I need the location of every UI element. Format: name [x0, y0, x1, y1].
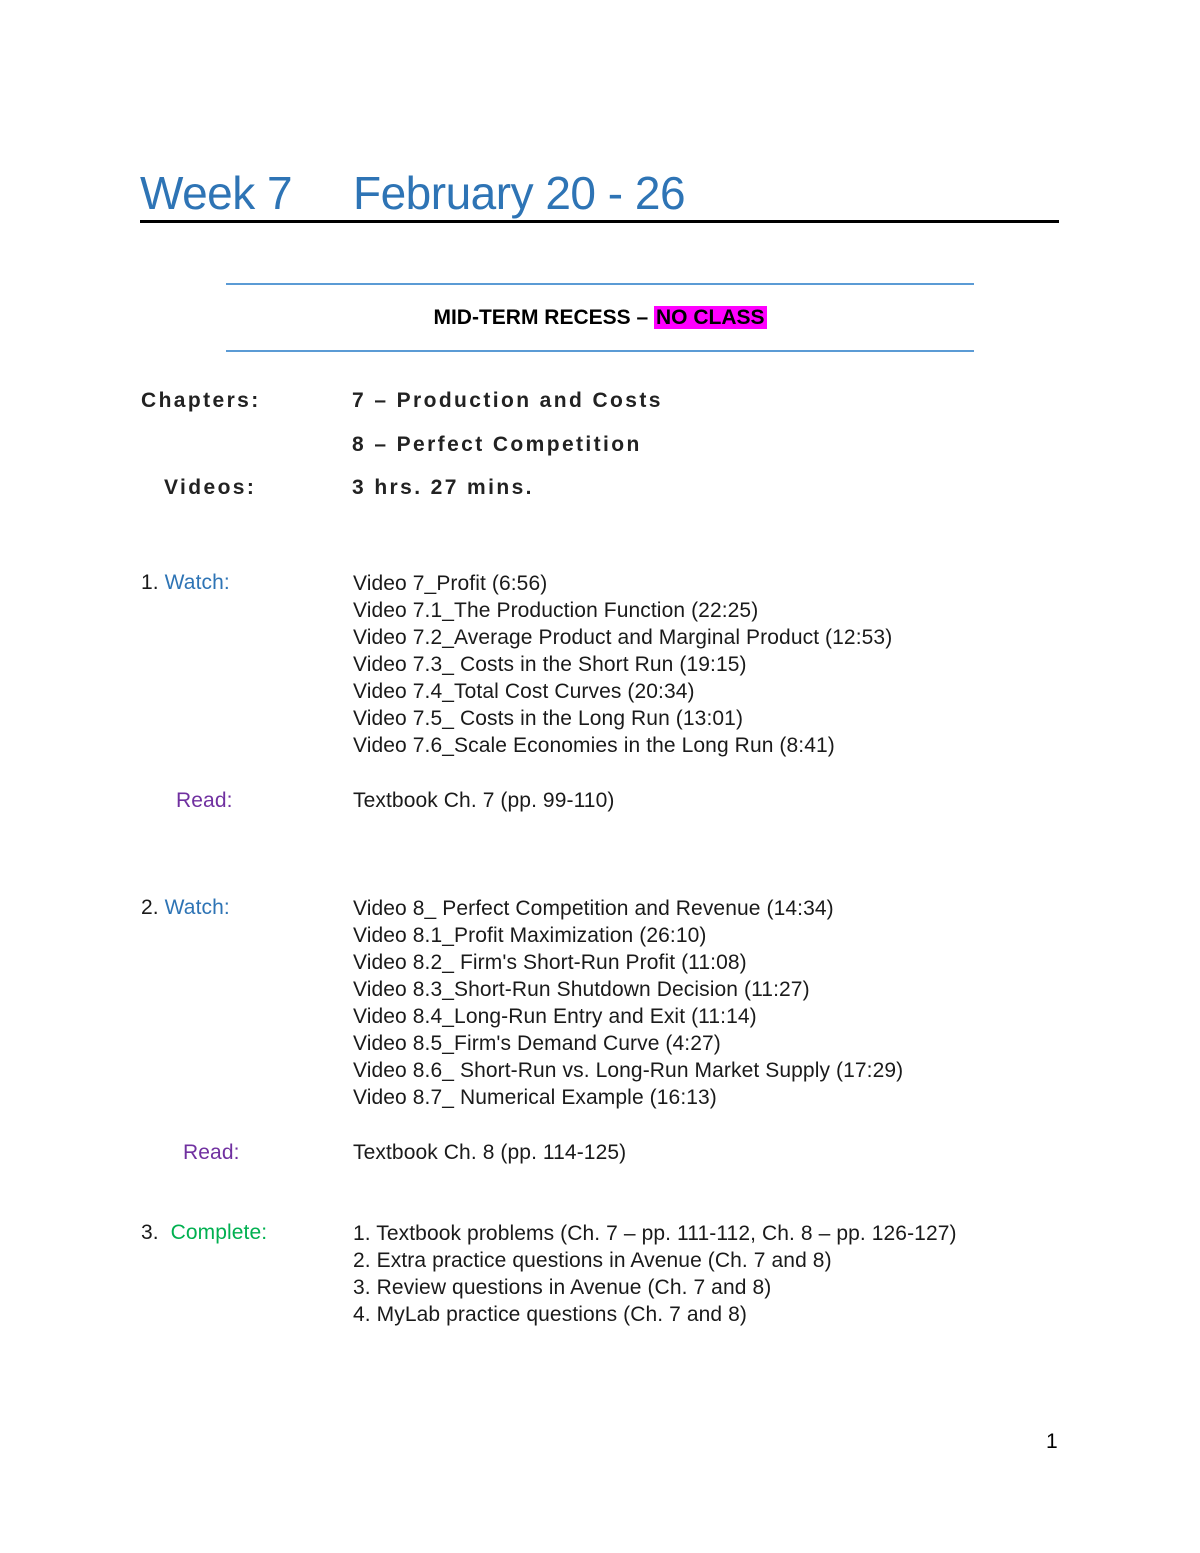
videos-total: 3 hrs. 27 mins.: [352, 476, 534, 499]
video-item: Video 8.6_ Short-Run vs. Long-Run Market Supply (17:29): [353, 1059, 904, 1082]
video-item: Video 8.4_Long-Run Entry and Exit (11:14): [353, 1005, 757, 1028]
read-text: Textbook Ch. 8 (pp. 114-125): [353, 1141, 627, 1164]
recess-bottom-rule: [226, 350, 974, 352]
video-item: Video 7.6_Scale Economies in the Long Run (8:41): [353, 734, 835, 757]
video-item: Video 7.5_ Costs in the Long Run (13:01): [353, 707, 744, 730]
read-label: Read:: [176, 789, 233, 812]
task-item: 3. Review questions in Avenue (Ch. 7 and 8): [353, 1276, 772, 1299]
no-class-highlight: NO CLASS: [656, 306, 765, 329]
section-1-number: 1.: [141, 571, 159, 594]
video-item: Video 7.3_ Costs in the Short Run (19:15): [353, 653, 747, 676]
section-3-task-list: [353, 1220, 957, 1328]
recess-notice: [0, 306, 1200, 330]
section-2-number: 2.: [141, 896, 159, 919]
section-1-heading: [141, 571, 230, 595]
video-item: Video 7.1_The Production Function (22:25): [353, 599, 759, 622]
video-item: Video 8.7_ Numerical Example (16:13): [353, 1086, 717, 1109]
task-item: 2. Extra practice questions in Avenue (Ch. 7 and 8): [353, 1249, 832, 1272]
task-item: 4. MyLab practice questions (Ch. 7 and 8): [353, 1303, 747, 1326]
chapter-7: 7 – Production and Costs: [352, 389, 663, 412]
video-item: Video 7_Profit (6:56): [353, 572, 548, 595]
date-range-heading: February 20 - 26: [353, 167, 686, 219]
chapter-8: 8 – Perfect Competition: [352, 433, 642, 456]
title-divider: [140, 220, 1059, 223]
section-2-heading: [141, 896, 230, 920]
video-item: Video 8_ Perfect Competition and Revenue (14:34): [353, 897, 834, 920]
watch-label: Watch:: [164, 896, 230, 919]
video-item: Video 8.5_Firm's Demand Curve (4:27): [353, 1032, 721, 1055]
video-item: Video 8.2_ Firm's Short-Run Profit (11:08): [353, 951, 747, 974]
recess-prefix: MID-TERM RECESS –: [433, 306, 654, 329]
read-text: Textbook Ch. 7 (pp. 99-110): [353, 789, 615, 812]
complete-label: Complete:: [170, 1221, 268, 1244]
video-item: Video 8.3_Short-Run Shutdown Decision (11:27): [353, 978, 810, 1001]
recess-top-rule: [226, 283, 974, 285]
section-2-video-list: [353, 895, 903, 1111]
videos-label: Videos:: [164, 476, 257, 499]
task-item: 1. Textbook problems (Ch. 7 – pp. 111-112, Ch. 8 – pp. 126-127): [353, 1222, 957, 1245]
video-item: Video 7.2_Average Product and Marginal Product (12:53): [353, 626, 893, 649]
watch-label: Watch:: [164, 571, 230, 594]
chapters-label: Chapters:: [141, 389, 261, 412]
page-number: 1: [1046, 1430, 1058, 1453]
video-item: Video 8.1_Profit Maximization (26:10): [353, 924, 707, 947]
video-item: Video 7.4_Total Cost Curves (20:34): [353, 680, 695, 703]
week-heading: Week 7: [140, 167, 293, 219]
section-3-heading: [141, 1221, 267, 1245]
read-label: Read:: [183, 1141, 240, 1164]
section-3-number: 3.: [141, 1221, 159, 1244]
section-1-video-list: [353, 570, 892, 759]
